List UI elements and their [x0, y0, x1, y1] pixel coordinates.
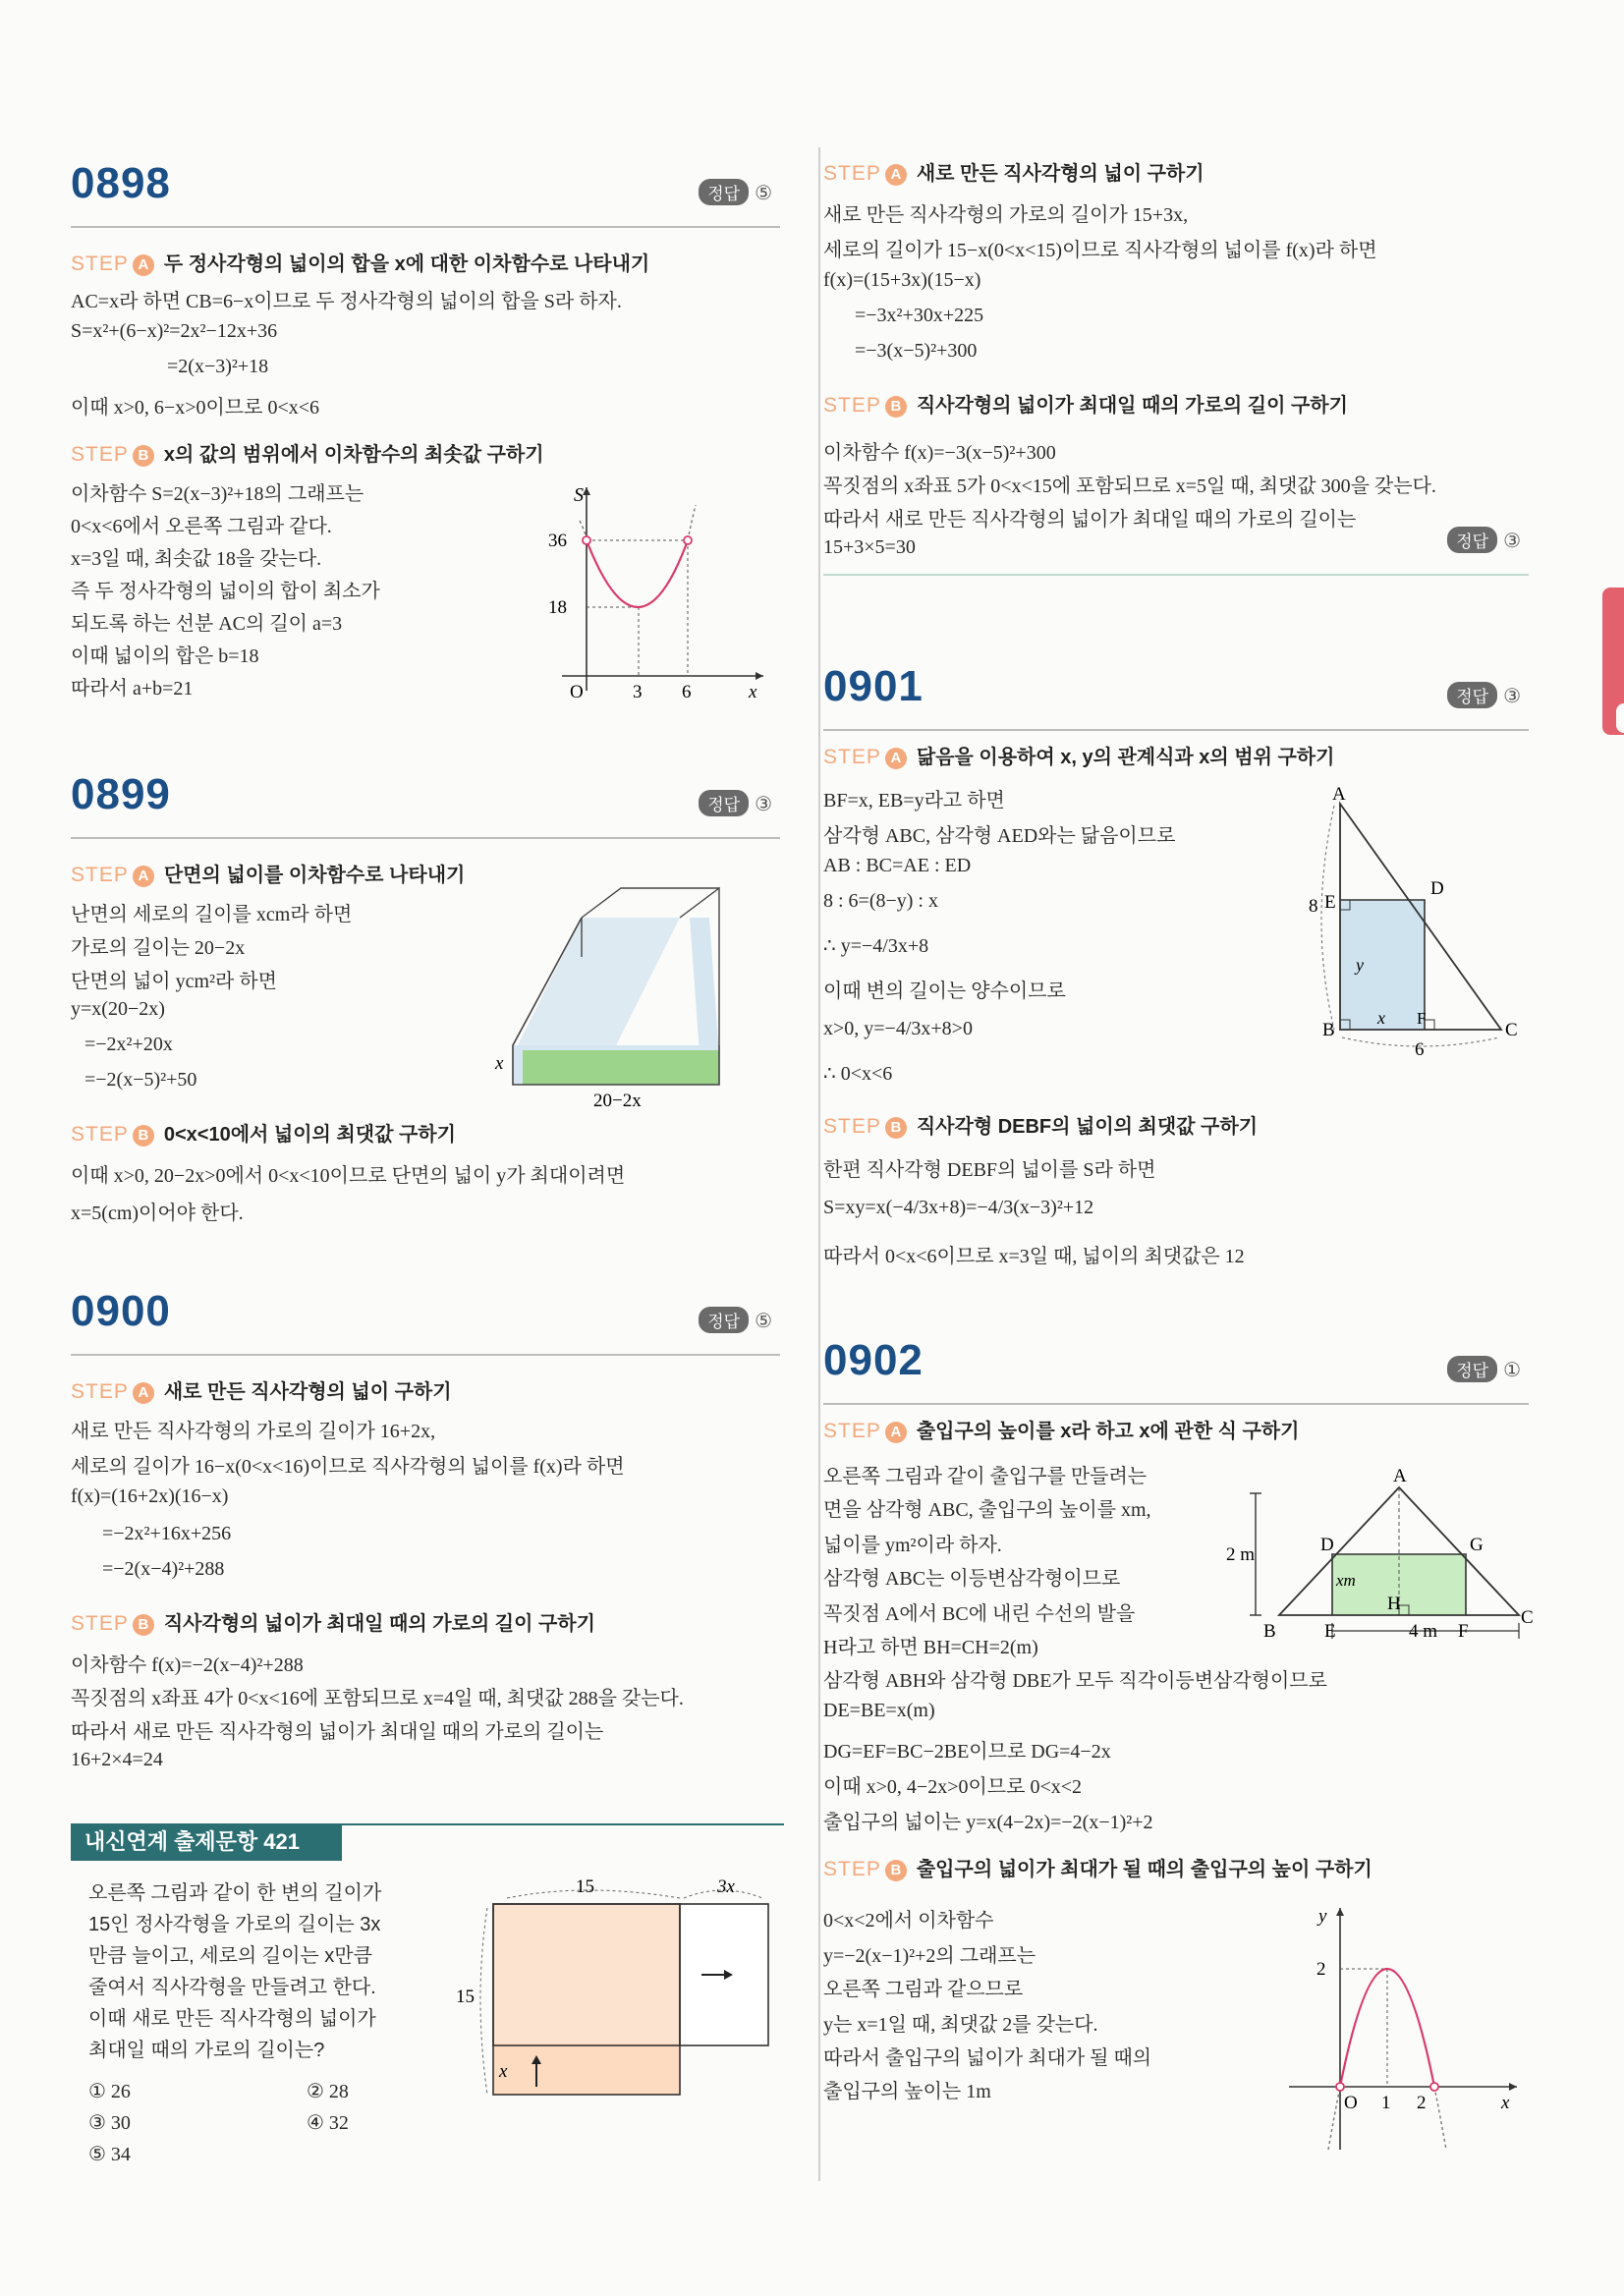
line: DE=BE=x(m): [823, 1700, 935, 1721]
choice-4[interactable]: ④ 32: [307, 2112, 349, 2134]
square-figure: [448, 1869, 772, 2134]
step-mark: A: [133, 254, 154, 276]
line: f(x)=(16+2x)(16−x): [71, 1485, 229, 1507]
open-point: [1336, 2083, 1344, 2091]
line: 0<x<2에서 이차함수: [823, 1910, 994, 1932]
step-mark: A: [885, 1422, 907, 1443]
section-rule: [823, 574, 1529, 576]
question-line: 이때 새로 만든 직사각형의 넓이가: [88, 2008, 376, 2030]
line: 세로의 길이가 16−x(0<x<16)이므로 직사각형의 넓이를 f(x)라 하면: [71, 1456, 625, 1478]
step-title: 두 정사각형의 넓이의 합을 x에 대한 이차함수로 나타내기: [163, 253, 650, 275]
step-mark: B: [133, 1614, 154, 1636]
line: 삼각형 ABH와 삼각형 DBE가 모두 직각이등변삼각형이므로: [823, 1670, 1327, 1692]
step-b-heading: [823, 389, 1348, 418]
step-title: 직사각형의 넓이가 최대일 때의 가로의 길이 구하기: [163, 1613, 595, 1635]
choice-2[interactable]: ② 28: [307, 2081, 349, 2102]
line: 따라서 출입구의 넓이가 최대가 될 때의: [823, 2047, 1152, 2069]
x-tick: 2: [1417, 2093, 1427, 2113]
step-tag: STEP: [823, 1115, 881, 1138]
y-axis-label: S: [574, 484, 584, 506]
step-mark: B: [885, 1860, 907, 1881]
step-title: 출입구의 높이를 x라 하고 x에 관한 식 구하기: [916, 1421, 1300, 1442]
line: x=5(cm)이어야 한다.: [71, 1203, 244, 1224]
line: 단면의 넓이 ycm²라 하면: [71, 971, 277, 992]
label-b: B: [1263, 1621, 1276, 1642]
graph-0902: [1279, 1900, 1525, 2156]
side-label: x: [495, 1053, 504, 1074]
linked-exam-header: 내신연계 출제문항 421: [71, 1823, 342, 1861]
problem-number: 0898: [71, 159, 171, 207]
line: 따라서 0<x<6이므로 x=3일 때, 넓이의 최댓값은 12: [823, 1246, 1245, 1267]
y-axis-label: y: [1318, 1906, 1327, 1927]
ext-label: 3x: [717, 1876, 735, 1897]
line: 면을 삼각형 ABC, 출입구의 높이를 xm,: [823, 1499, 1151, 1521]
step-tag: STEP: [71, 1123, 129, 1146]
line: 되도록 하는 선분 AC의 길이 a=3: [71, 613, 343, 635]
open-point: [1430, 2083, 1438, 2091]
step-mark: B: [885, 396, 907, 418]
label-x: x: [1377, 1008, 1385, 1028]
line: BF=x, EB=y라고 하면: [823, 790, 1005, 812]
step-tag: STEP: [71, 252, 129, 275]
label-xm: xm: [1336, 1571, 1356, 1590]
step-mark: B: [133, 445, 154, 467]
choice-1[interactable]: ① 26: [88, 2081, 131, 2102]
label-e: E: [1324, 1621, 1336, 1642]
line: 새로 만든 직사각형의 가로의 길이가 15+3x,: [823, 204, 1189, 226]
x-arrow: [1509, 2083, 1517, 2091]
curve-ext-left: [1328, 2087, 1340, 2150]
line: x=3일 때, 최솟값 18을 갖는다.: [71, 548, 322, 570]
chapter-tab[interactable]: [1602, 588, 1624, 735]
line: 따라서 a+b=21: [71, 678, 194, 700]
line: 새로 만든 직사각형의 가로의 길이가 16+2x,: [71, 1421, 436, 1442]
line: 16+2×4=24: [71, 1749, 163, 1770]
step-b-heading: [823, 1853, 1372, 1881]
line: 이때 x>0, 4−2x>0이므로 0<x<2: [823, 1776, 1082, 1798]
line: 가로의 길이는 20−2x: [71, 937, 246, 959]
x-axis-label: x: [749, 682, 757, 702]
line: =−3x²+30x+225: [855, 305, 984, 326]
answer-value: ③: [1503, 686, 1521, 707]
line: S=x²+(6−x)²=2x²−12x+36: [71, 320, 278, 342]
step-a-heading: [71, 859, 465, 887]
line: x>0, y=−4/3x+8>0: [823, 1018, 973, 1039]
line: 0<x<6에서 오른쪽 그림과 같다.: [71, 516, 332, 537]
curve-ext-right: [1434, 2087, 1446, 2150]
problem-421-solution: [823, 157, 1529, 580]
title-rule: [71, 226, 780, 228]
line: AB : BC=AE : ED: [823, 855, 972, 876]
label-b: B: [1322, 1020, 1335, 1040]
step-mark: B: [885, 1117, 907, 1139]
question-line: 최대일 때의 가로의 길이는?: [88, 2040, 325, 2061]
line: 이때 x>0, 6−x>0이므로 0<x<6: [71, 397, 319, 419]
y-tick: 2: [1316, 1959, 1326, 1980]
step-tag: STEP: [71, 1380, 129, 1403]
line: 8 : 6=(8−y) : x: [823, 890, 938, 912]
answer-label: 정답: [1447, 1356, 1497, 1382]
step-mark: A: [885, 748, 907, 769]
right-angle-f: [1425, 1020, 1434, 1030]
x-tick: 3: [633, 682, 643, 702]
title-rule: [71, 1354, 780, 1356]
answer-label: 정답: [699, 179, 749, 205]
label-f: F: [1458, 1621, 1469, 1642]
line: 오른쪽 그림과 같이 출입구를 만들려는: [823, 1466, 1148, 1487]
line: ∴ 0<x<6: [823, 1063, 893, 1085]
line: 이차함수 f(x)=−3(x−5)²+300: [823, 442, 1056, 464]
step-title: 새로 만든 직사각형의 넓이 구하기: [163, 1381, 452, 1403]
y-tick: 36: [548, 531, 567, 551]
answer-value: ③: [755, 794, 772, 815]
cross-section: [523, 1050, 719, 1085]
header-rule: [342, 1823, 784, 1825]
line: =−3(x−5)²+300: [855, 340, 978, 362]
step-title: 닮음을 이용하여 x, y의 관계식과 x의 범위 구하기: [916, 747, 1335, 768]
step-title: 새로 만든 직사각형의 넓이 구하기: [916, 163, 1204, 185]
step-b-heading: [71, 1118, 456, 1147]
label-d: D: [1430, 878, 1444, 899]
line: =−2(x−4)²+288: [102, 1558, 225, 1580]
line: =2(x−3)²+18: [167, 356, 269, 377]
line: 이차함수 f(x)=−2(x−4)²+288: [71, 1654, 304, 1676]
answer-badge: [1447, 1356, 1521, 1382]
y-arrow: [1336, 1908, 1344, 1916]
bottom-label: x: [499, 2061, 508, 2082]
step-mark: A: [133, 866, 154, 887]
problem-number: 0900: [71, 1287, 171, 1335]
step-title: 출입구의 넓이가 최대가 될 때의 출입구의 높이 구하기: [916, 1859, 1372, 1880]
line: 난면의 세로의 길이를 xcm라 하면: [71, 904, 353, 925]
question-line: 15인 정사각형을 가로의 길이는 3x: [88, 1914, 381, 1935]
problem-0901: [823, 662, 1529, 1291]
line: 이때 변의 길이는 양수이므로: [823, 980, 1066, 1002]
answer-value: ⑤: [755, 183, 772, 204]
x-tick: 6: [682, 682, 692, 702]
answer-label: 정답: [699, 1307, 749, 1333]
line: AC=x라 하면 CB=6−x이므로 두 정사각형의 넓이의 합을 S라 하자.: [71, 291, 622, 312]
label-c: C: [1505, 1020, 1518, 1040]
step-tag: STEP: [823, 746, 881, 768]
step-title: 단면의 넓이를 이차함수로 나타내기: [163, 865, 466, 886]
question-line: 만큼 늘이고, 세로의 길이는 x만큼: [88, 1945, 372, 1967]
brace-left: [480, 1908, 487, 2095]
line: 따라서 새로 만든 직사각형의 넓이가 최대일 때의 가로의 길이는: [823, 509, 1357, 531]
question-line: 줄여서 직사각형을 만들려고 한다.: [88, 1977, 376, 1998]
line: =−2(x−5)²+50: [84, 1069, 197, 1091]
line: 삼각형 ABC, 삼각형 AED와는 닮음이므로: [823, 825, 1176, 847]
answer-value: ③: [1503, 531, 1521, 552]
step-tag: STEP: [823, 394, 881, 417]
step-tag: STEP: [71, 443, 129, 466]
problem-number: 0899: [71, 770, 171, 818]
step-b-heading: [71, 438, 544, 467]
bottom-label: 20−2x: [593, 1091, 642, 1111]
problem-0898: [71, 159, 780, 709]
label-bc: 6: [1415, 1039, 1425, 1060]
line: =−2x²+20x: [84, 1034, 173, 1055]
door-figure-0902: [1226, 1456, 1534, 1662]
x-arrow: [756, 672, 763, 680]
answer-badge: [699, 1307, 772, 1333]
problem-number: 0901: [823, 662, 924, 710]
problem-0902: [823, 1336, 1534, 2171]
label-y: y: [1356, 955, 1364, 975]
x-tick: 1: [1381, 2093, 1391, 2113]
origin-label: O: [1344, 2093, 1358, 2113]
step-mark: B: [133, 1125, 154, 1147]
line: 삼각형 ABC는 이등변삼각형이므로: [823, 1568, 1121, 1590]
step-tag: STEP: [823, 1858, 881, 1880]
step-a-heading: [823, 741, 1334, 769]
problem-0900: [71, 1287, 780, 1798]
answer-badge: [699, 790, 772, 816]
step-a-heading: [823, 157, 1204, 186]
label-c: C: [1521, 1607, 1534, 1628]
step-a-heading: [71, 248, 649, 276]
answer-label: 정답: [1447, 527, 1497, 553]
label-height: 2 m: [1226, 1544, 1256, 1565]
line: 이차함수 S=2(x−3)²+18의 그래프는: [71, 483, 364, 505]
line: 넓이를 ym²이라 하자.: [823, 1535, 1002, 1556]
step-title: x의 값의 범위에서 이차함수의 최솟값 구하기: [163, 444, 544, 466]
column-divider: [818, 147, 820, 2181]
square-fill: [493, 1904, 680, 2095]
step-b-heading: [71, 1607, 595, 1636]
title-rule: [823, 729, 1529, 731]
title-rule: [823, 1403, 1529, 1405]
triangle-figure-0901: [1283, 784, 1529, 1059]
step-mark: A: [133, 1382, 154, 1404]
line: 꼭짓점 A에서 BC에 내린 수선의 발을: [823, 1603, 1136, 1625]
problem-number: 0902: [823, 1336, 924, 1384]
problem-0899: [71, 770, 780, 1242]
label-a: A: [1332, 784, 1346, 805]
label-h: H: [1387, 1594, 1401, 1614]
line: ∴ y=−4/3x+8: [823, 935, 929, 957]
step-title: 0<x<10에서 넓이의 최댓값 구하기: [163, 1124, 456, 1146]
line: 즉 두 정사각형의 넓이의 합이 최소가: [71, 581, 380, 602]
line: 이때 x>0, 20−2x>0에서 0<x<10이므로 단면의 넓이 y가 최대이려면: [71, 1165, 626, 1187]
open-point: [583, 536, 590, 544]
line: 출입구의 높이는 1m: [823, 2081, 991, 2102]
step-b-heading: [823, 1110, 1258, 1139]
label-a: A: [1393, 1466, 1407, 1486]
line: 꼭짓점의 x좌표 5가 0<x<15에 포함되므로 x=5일 때, 최댓값 300을 갖는다.: [823, 476, 1436, 497]
step-title: 직사각형 DEBF의 넓이의 최댓값 구하기: [916, 1116, 1259, 1138]
answer-badge: [699, 179, 772, 205]
gutter-figure: [483, 888, 778, 1111]
label-f: F: [1417, 1009, 1427, 1028]
step-a-heading: [823, 1415, 1299, 1443]
line: 따라서 새로 만든 직사각형의 넓이가 최대일 때의 가로의 길이는: [71, 1721, 604, 1743]
line: f(x)=(15+3x)(15−x): [823, 269, 981, 291]
line: 세로의 길이가 15−x(0<x<15)이므로 직사각형의 넓이를 f(x)라 하면: [823, 240, 1377, 261]
line: 한편 직사각형 DEBF의 넓이를 S라 하면: [823, 1159, 1156, 1181]
label-base: 4 m: [1409, 1621, 1438, 1642]
answer-label: 정답: [1447, 682, 1497, 708]
answer-label: 정답: [699, 790, 749, 816]
label-ab: 8: [1309, 896, 1318, 917]
line: 출입구의 넓이는 y=x(4−2x)=−2(x−1)²+2: [823, 1812, 1153, 1833]
top-label: 15: [576, 1876, 594, 1897]
step-a-heading: [71, 1375, 452, 1404]
label-d: D: [1320, 1535, 1334, 1555]
label-g: G: [1470, 1535, 1484, 1555]
step-tag: STEP: [823, 1420, 881, 1442]
curve-ext-right: [688, 505, 696, 540]
step-title: 직사각형의 넓이가 최대일 때의 가로의 길이 구하기: [916, 395, 1348, 417]
line: 이때 넓이의 합은 b=18: [71, 645, 259, 667]
brace-ab: [1321, 806, 1334, 1030]
line: y=−2(x−1)²+2의 그래프는: [823, 1945, 1036, 1967]
line: 오른쪽 그림과 같으므로: [823, 1979, 1024, 2000]
line: 15+3×5=30: [823, 536, 916, 558]
answer-badge: [1447, 527, 1521, 553]
label-e: E: [1324, 892, 1336, 913]
answer-value: ①: [1503, 1360, 1521, 1381]
step-mark: A: [885, 164, 907, 186]
graph-0898: [542, 479, 768, 705]
answer-value: ⑤: [755, 1311, 772, 1332]
step-tag: STEP: [823, 162, 881, 185]
answer-badge: [1447, 682, 1521, 708]
parabola: [587, 540, 688, 607]
line: y=x(20−2x): [71, 998, 165, 1020]
step-tag: STEP: [71, 864, 129, 886]
choice-5[interactable]: ⑤ 34: [88, 2144, 131, 2165]
y-tick: 18: [548, 597, 567, 618]
side-wall: [690, 918, 719, 1055]
left-label: 15: [456, 1987, 475, 2007]
question-line: 오른쪽 그림과 같이 한 변의 길이가: [88, 1882, 382, 1904]
linked-exam-problem: [71, 1823, 784, 2187]
line: =−2x²+16x+256: [102, 1523, 232, 1544]
step-tag: STEP: [71, 1612, 129, 1635]
x-axis-label: x: [1501, 2093, 1510, 2113]
line: H라고 하면 BH=CH=2(m): [823, 1637, 1038, 1658]
back-wall: [513, 918, 680, 1055]
line: DG=EF=BC−2BE이므로 DG=4−2x: [823, 1741, 1111, 1763]
line: 꼭짓점의 x좌표 4가 0<x<16에 포함되므로 x=4일 때, 최댓값 288을 갖는다.: [71, 1688, 684, 1709]
open-point: [684, 536, 692, 544]
title-rule: [71, 837, 780, 839]
line: y는 x=1일 때, 최댓값 2를 갖는다.: [823, 2014, 1098, 2036]
origin-label: O: [570, 682, 584, 702]
line: S=xy=x(−4/3x+8)=−4/3(x−3)²+12: [823, 1197, 1094, 1218]
choice-3[interactable]: ③ 30: [88, 2112, 131, 2134]
y-arrow: [583, 487, 590, 495]
